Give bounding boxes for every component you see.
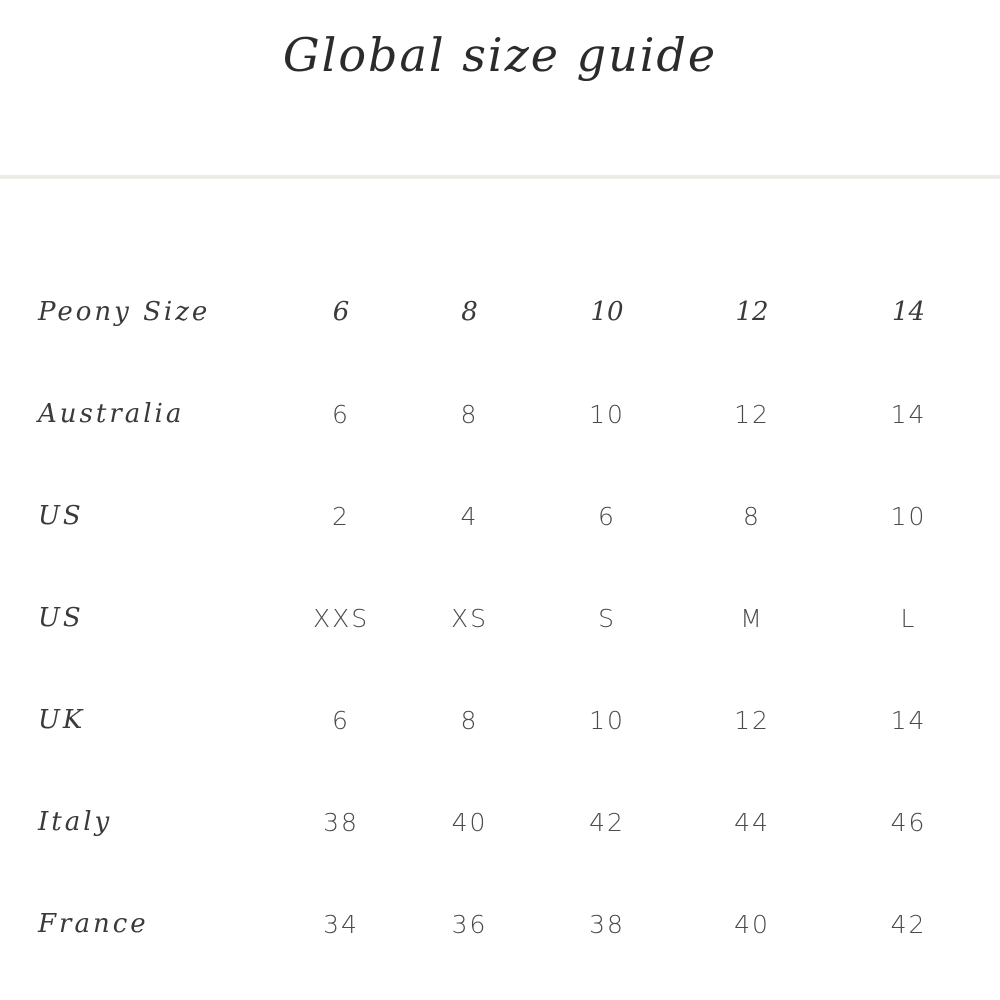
row-label: France: [38, 909, 149, 939]
size-cell: S: [598, 603, 616, 633]
size-cell: 10: [589, 705, 625, 735]
header-size-cell: 6: [332, 297, 350, 327]
header-label-peony-size: Peony Size: [38, 297, 211, 327]
row-label: Australia: [38, 399, 185, 429]
size-cell: 8: [460, 399, 479, 429]
size-guide-table: [0, 261, 1000, 975]
size-cell: XS: [451, 603, 488, 633]
table-row-us-numeric: [0, 465, 1000, 567]
size-cell: 14: [890, 399, 927, 429]
size-cell: L: [900, 603, 917, 633]
size-cell: 6: [598, 501, 616, 531]
header-size-cell: 8: [461, 297, 478, 327]
size-cell: 10: [589, 399, 625, 429]
row-label: US: [38, 501, 84, 531]
size-cell: XXS: [312, 603, 370, 633]
header-size-cell: 10: [590, 297, 624, 327]
size-cell: 42: [589, 807, 625, 837]
size-cell: 4: [460, 501, 479, 531]
table-row-france: [0, 873, 1000, 975]
table-row-australia: [0, 363, 1000, 465]
table-row-uk: [0, 669, 1000, 771]
size-cell: 8: [743, 501, 761, 531]
size-cell: 36: [451, 909, 488, 939]
row-label: US: [38, 603, 84, 633]
size-cell: 38: [323, 807, 359, 837]
size-cell: 2: [332, 501, 350, 531]
page-title: Global size guide: [282, 28, 718, 82]
size-cell: 8: [460, 705, 479, 735]
table-header-row: [0, 261, 1000, 363]
size-cell: 42: [890, 909, 927, 939]
header-size-cell: 14: [891, 297, 926, 327]
size-cell: 38: [589, 909, 625, 939]
size-cell: 12: [734, 399, 770, 429]
size-cell: 46: [890, 807, 927, 837]
size-cell: 14: [890, 705, 927, 735]
size-cell: 34: [323, 909, 359, 939]
row-label: Italy: [38, 807, 113, 837]
size-cell: 6: [332, 705, 350, 735]
size-cell: 44: [734, 807, 770, 837]
table-row-italy: [0, 771, 1000, 873]
size-cell: 40: [734, 909, 770, 939]
size-cell: 10: [890, 501, 927, 531]
row-label: UK: [38, 705, 86, 735]
size-cell: M: [740, 603, 764, 633]
table-row-us-letter: [0, 567, 1000, 669]
size-cell: 12: [734, 705, 770, 735]
size-cell: 40: [451, 807, 488, 837]
size-cell: 6: [332, 399, 350, 429]
header-size-cell: 12: [735, 297, 769, 327]
title-divider: [0, 175, 1000, 179]
